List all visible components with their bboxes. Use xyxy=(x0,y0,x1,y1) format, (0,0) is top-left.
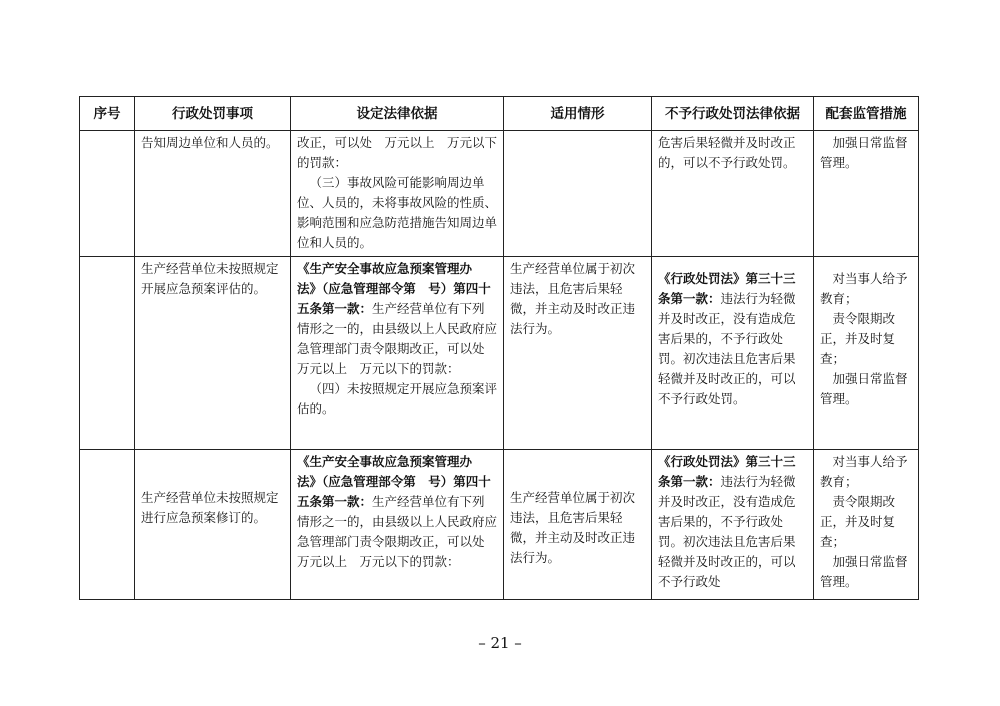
cell-basis xyxy=(291,450,504,600)
measure-item: 加强日常监督管理。 xyxy=(820,554,908,589)
cell-situation xyxy=(504,131,652,257)
measure-item: 责令限期改正，并及时复查； xyxy=(820,311,896,366)
header-measures: 配套监管措施 xyxy=(814,97,919,131)
measure-item: 责令限期改正，并及时复查； xyxy=(820,494,896,549)
header-basis: 设定法律依据 xyxy=(291,97,504,131)
cell-no-penalty xyxy=(652,131,814,257)
no-penalty-title: 《行政处罚法》第三十三条第一款： xyxy=(658,271,796,306)
basis-text: 生产经营单位有下列情形之一的，由县级以上人民政府应急管理部门责令限期改正，可以处 万元以上 万元以下的罚款： xyxy=(297,301,498,376)
cell-item: 告知周边单位和人员的。 xyxy=(135,131,291,257)
measure-item: 对当事人给予教育； xyxy=(820,271,908,306)
cell-seq xyxy=(80,450,135,600)
table-row xyxy=(80,257,919,450)
basis-clause: （四）未按照规定开展应急预案评估的。 xyxy=(297,381,498,416)
item-text: 生产经营单位未按照规定进行应急预案修订的。 xyxy=(141,490,279,525)
cell-no-penalty xyxy=(652,450,814,600)
table-row xyxy=(80,450,919,600)
cell-item: 生产经营单位未按照规定开展应急预案评估的。 xyxy=(135,257,291,450)
cell-situation xyxy=(504,450,652,600)
header-situation: 适用情形 xyxy=(504,97,652,131)
cell-measures xyxy=(814,257,919,450)
header-item: 行政处罚事项 xyxy=(135,97,291,131)
cell-seq xyxy=(80,257,135,450)
basis-clause: （三）事故风险可能影响周边单位、人员的，未将事故风险的性质、影响范围和应急防范措施告知周边单位和人员的。 xyxy=(297,175,498,250)
cell-measures xyxy=(814,131,919,257)
no-penalty-title: 《行政处罚法》第三十三条第一款： xyxy=(658,454,796,489)
page-number: – 21 – xyxy=(478,634,522,652)
measure-item: 加强日常监督管理。 xyxy=(820,371,908,406)
measure-item: 对当事人给予教育； xyxy=(820,454,908,489)
situation-text: 生产经营单位属于初次违法，且危害后果轻微，并主动及时改正违法行为。 xyxy=(510,490,636,565)
cell-measures xyxy=(814,450,919,600)
no-penalty-text: 危害后果轻微并及时改正的，可以不予行政处罚。 xyxy=(658,135,796,170)
header-no-penalty: 不予行政处罚法律依据 xyxy=(652,97,814,131)
penalty-table xyxy=(79,96,919,600)
table-row xyxy=(80,131,919,257)
cell-no-penalty xyxy=(652,257,814,450)
cell-basis xyxy=(291,257,504,450)
cell-item xyxy=(135,450,291,600)
header-row xyxy=(80,97,919,131)
basis-title: 《生产安全事故应急预案管理办法》（应急管理部令第 号）第四十五条第一款： xyxy=(297,454,491,509)
basis-text: 改正，可以处 万元以上 万元以下的罚款： xyxy=(297,135,498,170)
no-penalty-text: 违法行为轻微并及时改正，没有造成危害后果的，不予行政处罚。初次违法且危害后果轻微并及时改正的，可以不予行政处罚。 xyxy=(658,291,796,406)
no-penalty-text: 违法行为轻微并及时改正，没有造成危害后果的，不予行政处罚。初次违法且危害后果轻微并及时改正的，可以不予行政处 xyxy=(658,474,796,589)
header-seq: 序号 xyxy=(80,97,135,131)
cell-situation: 生产经营单位属于初次违法，且危害后果轻微，并主动及时改正违法行为。 xyxy=(504,257,652,450)
basis-title: 《生产安全事故应急预案管理办法》（应急管理部令第 号）第四十五条第一款： xyxy=(297,261,491,316)
measure-item: 加强日常监督管理。 xyxy=(820,135,908,170)
basis-text: 生产经营单位有下列情形之一的，由县级以上人民政府应急管理部门责令限期改正，可以处 万元以上 万元以下的罚款： xyxy=(297,494,498,569)
cell-seq xyxy=(80,131,135,257)
cell-basis xyxy=(291,131,504,257)
